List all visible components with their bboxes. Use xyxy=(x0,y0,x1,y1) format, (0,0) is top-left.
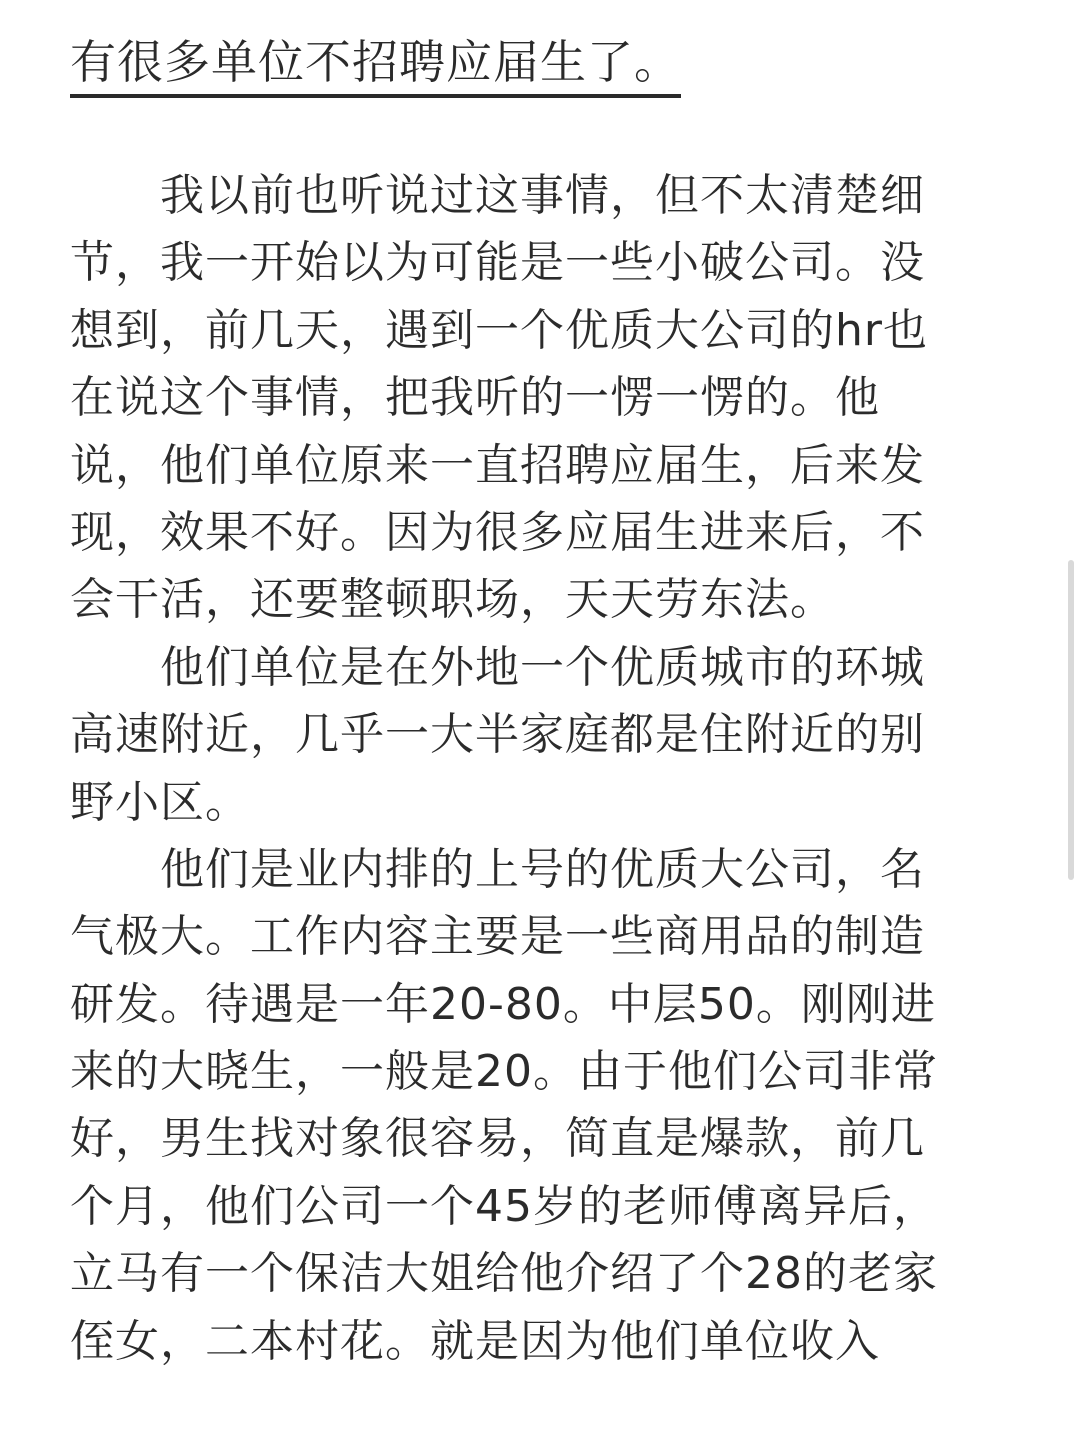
text-line: 他们是业内排的上号的优质大公司，名 xyxy=(70,843,925,895)
text-line: 气极大。工作内容主要是一些商用品的制造 xyxy=(70,911,925,963)
text-line: 想到，前几天，遇到一个优质大公司的hr也 xyxy=(70,304,928,356)
text-line: 节，我一开始以为可能是一些小破公司。没 xyxy=(70,237,925,289)
scrollbar[interactable] xyxy=(1068,560,1074,880)
article-title: 有很多单位不招聘应届生了。 xyxy=(70,32,681,98)
text-line: 个月，他们公司一个45岁的老师傅离异后， xyxy=(70,1180,938,1232)
text-line: 立马有一个保洁大姐给他介绍了个28的老家 xyxy=(70,1248,938,1300)
text-line: 我以前也听说过这事情，但不太清楚细 xyxy=(70,170,925,221)
text-line: 会干活，还要整顿职场，天天劳东法。 xyxy=(70,574,835,626)
text-line: 侄女，二本村花。就是因为他们单位收入 xyxy=(70,1315,880,1367)
text-line: 野小区。 xyxy=(70,776,250,828)
text-line: 高速附近，几乎一大半家庭都是住附近的别 xyxy=(70,709,925,761)
text-line: 好，男生找对象很容易，简直是爆款，前几 xyxy=(70,1113,925,1165)
text-line: 在说这个事情，把我听的一愣一愣的。他 xyxy=(70,372,880,424)
text-line: 现，效果不好。因为很多应届生进来后，不 xyxy=(70,506,925,558)
text-line: 来的大晓生，一般是20。由于他们公司非常 xyxy=(70,1046,938,1098)
text-line: 他们单位是在外地一个优质城市的环城 xyxy=(70,641,925,693)
article-body xyxy=(70,162,1010,1375)
text-line: 说，他们单位原来一直招聘应届生，后来发 xyxy=(70,439,925,491)
text-line: 研发。待遇是一年20-80。中层50。刚刚进 xyxy=(70,978,936,1030)
